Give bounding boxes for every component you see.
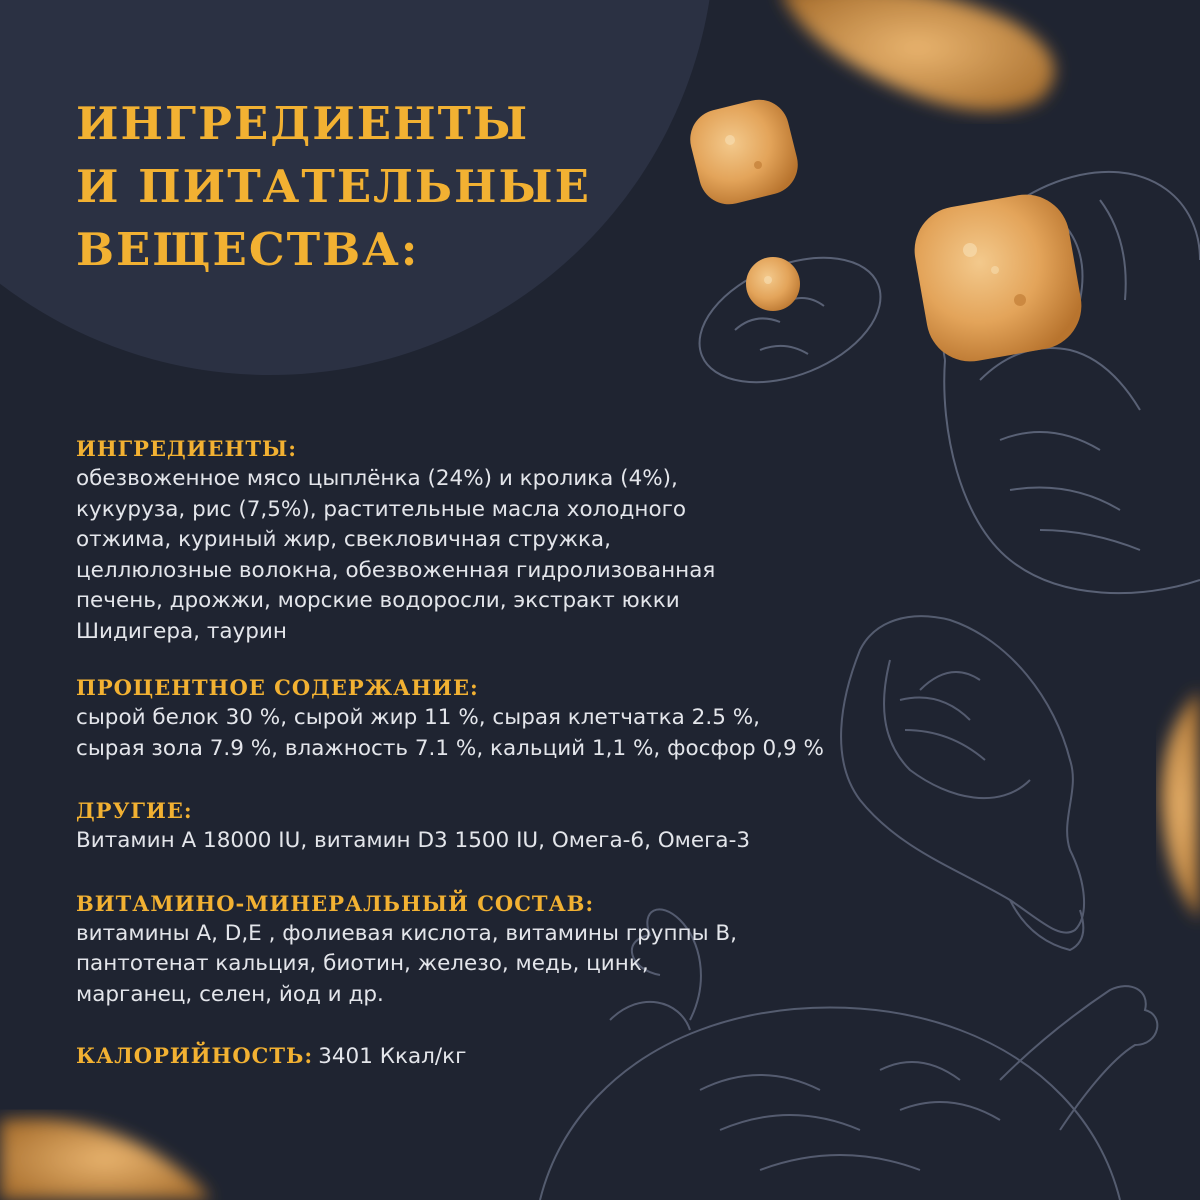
vitamins-text [76, 919, 806, 1011]
kibble-round [746, 257, 800, 311]
text-line: сырой белок 30 %, сырой жир 11 %, сырая клетчатка 2.5 %, [76, 705, 760, 730]
text-line: Витамин А 18000 IU, витамин D3 1500 IU, Омега-6, Омега-3 [76, 828, 751, 853]
other-section [76, 796, 806, 857]
title-line: ВЕЩЕСТВА: [76, 223, 420, 276]
nutrition-content [76, 434, 824, 1073]
text-line: целлюлозные волокна, обезвоженная гидролизованная [76, 557, 716, 583]
blurred-kibble-right [1160, 690, 1200, 920]
calories-heading: КАЛОРИЙНОСТЬ: [76, 1043, 314, 1068]
vitamins-heading: ВИТАМИНО-МИНЕРАЛЬНЫЙ СОСТАВ: [76, 890, 595, 916]
ingredients-text [76, 464, 806, 647]
percentage-text [76, 703, 824, 764]
text-line: пантотенат кальция, биотин, железо, медь, цинк, [76, 951, 649, 976]
kibble-large [908, 188, 1089, 369]
text-line: печень, дрожжи, морские водоросли, экстракт юкки [76, 588, 680, 613]
vitamins-section [76, 889, 806, 1011]
text-line: марганец, селен, йод и др. [76, 981, 384, 1007]
text-line: обезвоженное мясо цыплёнка (24%) и кролика (4%), [76, 466, 678, 491]
percentage-heading: ПРОЦЕНТНОЕ СОДЕРЖАНИЕ: [76, 675, 479, 700]
percentage-section [76, 673, 824, 764]
ingredients-heading: ИНГРЕДИЕНТЫ: [76, 436, 297, 461]
text-line: кукуруза, рис (7,5%), растительные масла холодного [76, 496, 687, 522]
text-line: отжима, куриный жир, свекловичная стружка, [76, 527, 611, 552]
calories-section [76, 1041, 806, 1073]
title-line: И ПИТАТЕЛЬНЫЕ [76, 160, 591, 213]
text-line: Шидигера, таурин [76, 618, 287, 644]
other-text [76, 826, 806, 857]
text-line: витамины А, D,E , фолиевая кислота, витамины группы В, [76, 920, 737, 946]
calories-value: 3401 Ккал/кг [318, 1044, 467, 1069]
kibble-small-1 [684, 93, 804, 210]
title-line: ИНГРЕДИЕНТЫ [76, 97, 530, 150]
other-heading: ДРУГИЕ: [76, 798, 193, 823]
blurred-kibble-top [780, 0, 1055, 111]
blurred-kibble-bottom-left [0, 1118, 210, 1200]
page-title [76, 92, 591, 281]
sketch-meat-chop-icon [841, 616, 1084, 950]
text-line: сырая зола 7.9 %, влажность 7.1 %, кальций 1,1 %, фосфор 0,9 % [76, 735, 824, 761]
ingredients-section [76, 434, 806, 647]
